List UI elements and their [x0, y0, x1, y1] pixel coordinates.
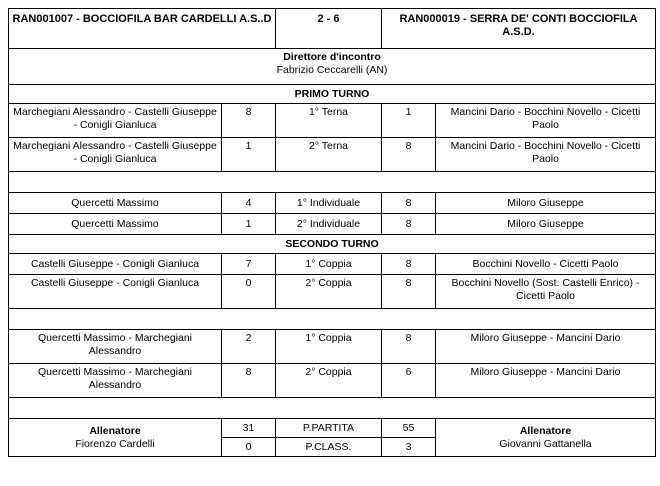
away-players: Miloro Giuseppe [436, 193, 656, 214]
home-players: Castelli Giuseppe - Conigli Gianluca [9, 275, 222, 309]
director-row [9, 49, 656, 85]
away-score: 8 [382, 214, 436, 235]
match-score: 2 - 6 [276, 9, 382, 49]
home-team-name: RAN001007 - BOCCIOFILA BAR CARDELLI A.S..D [9, 9, 276, 49]
away-score: 8 [382, 138, 436, 172]
table-row [9, 254, 656, 275]
away-score: 8 [382, 254, 436, 275]
table-row [9, 275, 656, 309]
home-score: 1 [222, 214, 276, 235]
away-partita-points: 55 [382, 419, 436, 438]
game-type: 1° Coppia [276, 330, 382, 364]
home-score: 8 [222, 364, 276, 398]
home-players: Quercetti Massimo - Marchegiani Alessandro [9, 330, 222, 364]
home-players: Quercetti Massimo - Marchegiani Alessandro [9, 364, 222, 398]
game-type: 2° Coppia [276, 275, 382, 309]
match-report [8, 8, 655, 457]
match-table [8, 8, 656, 457]
home-players: Quercetti Massimo [9, 214, 222, 235]
home-players: Castelli Giuseppe - Conigli Gianluca [9, 254, 222, 275]
partita-label: P.PARTITA [276, 419, 382, 438]
away-score: 1 [382, 104, 436, 138]
director-name: Fabrizio Ceccarelli (AN) [276, 64, 388, 76]
away-class-points: 3 [382, 438, 436, 457]
table-row [9, 104, 656, 138]
home-score: 8 [222, 104, 276, 138]
spacer-row [9, 398, 656, 419]
game-type: 2° Coppia [276, 364, 382, 398]
home-score: 0 [222, 275, 276, 309]
away-coach-label: Allenatore [519, 424, 572, 437]
spacer-cell [9, 398, 656, 419]
away-score: 8 [382, 275, 436, 309]
home-score: 1 [222, 138, 276, 172]
game-type: 2° Individuale [276, 214, 382, 235]
away-players: Mancini Dario - Bocchini Novello - Cicetti Paolo [436, 104, 656, 138]
away-players: Bocchini Novello - Cicetti Paolo [436, 254, 656, 275]
away-score: 8 [382, 330, 436, 364]
footer-row-partita [9, 419, 656, 438]
spacer-row [9, 172, 656, 193]
table-row [9, 138, 656, 172]
table-row [9, 364, 656, 398]
turn-title-row [9, 235, 656, 254]
spacer-row [9, 309, 656, 330]
table-row [9, 214, 656, 235]
turn-title: SECONDO TURNO [9, 235, 656, 254]
home-score: 7 [222, 254, 276, 275]
away-score: 6 [382, 364, 436, 398]
away-players: Miloro Giuseppe - Mancini Dario [436, 364, 656, 398]
table-row [9, 193, 656, 214]
home-score: 4 [222, 193, 276, 214]
away-coach-cell [436, 419, 656, 457]
away-players: Miloro Giuseppe [436, 214, 656, 235]
home-players: Quercetti Massimo [9, 193, 222, 214]
director-cell [9, 49, 656, 85]
turn-title: PRIMO TURNO [9, 85, 656, 104]
game-type: 1° Coppia [276, 254, 382, 275]
table-row [9, 330, 656, 364]
home-coach-cell [9, 419, 222, 457]
home-partita-points: 31 [222, 419, 276, 438]
home-coach-name: Fiorenzo Cardelli [75, 437, 155, 450]
home-players: Marchegiani Alessandro - Castelli Giuseppe - Conigli Gianluca [9, 104, 222, 138]
class-label: P.CLASS. [276, 438, 382, 457]
away-players: Mancini Dario - Bocchini Novello - Cicetti Paolo [436, 138, 656, 172]
away-players: Miloro Giuseppe - Mancini Dario [436, 330, 656, 364]
home-players: Marchegiani Alessandro - Castelli Giuseppe - Conigli Gianluca [9, 138, 222, 172]
away-players: Bocchini Novello (Sost. Castelli Enrico) - Cicetti Paolo [436, 275, 656, 309]
home-coach-label: Allenatore [89, 424, 141, 437]
home-class-points: 0 [222, 438, 276, 457]
away-team-name: RAN000019 - SERRA DE' CONTI BOCCIOFILA A.S.D. [382, 9, 656, 49]
turn-title-row [9, 85, 656, 104]
spacer-cell [9, 309, 656, 330]
away-score: 8 [382, 193, 436, 214]
game-type: 1° Individuale [276, 193, 382, 214]
header-row [9, 9, 656, 49]
director-label: Direttore d'incontro [283, 51, 381, 63]
home-score: 2 [222, 330, 276, 364]
spacer-cell [9, 172, 656, 193]
game-type: 1° Terna [276, 104, 382, 138]
away-coach-name: Giovanni Gattanella [499, 437, 592, 450]
game-type: 2° Terna [276, 138, 382, 172]
